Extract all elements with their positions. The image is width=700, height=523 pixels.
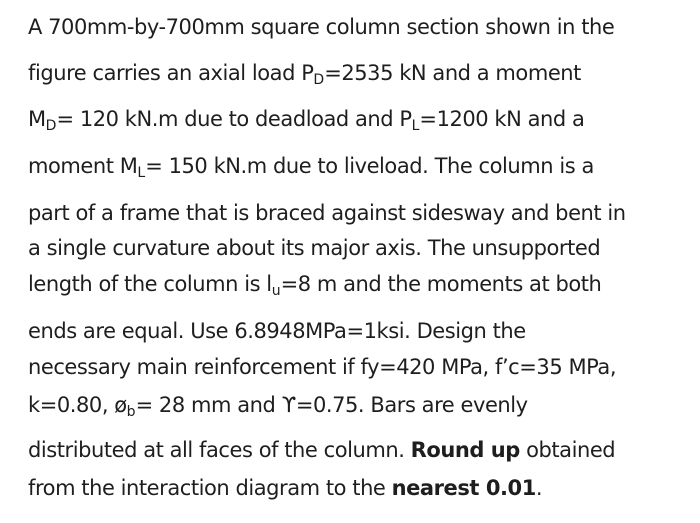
problem-line xyxy=(28,235,600,261)
emphasis: Round up xyxy=(410,438,520,462)
text-run: M xyxy=(28,107,46,131)
text-run: ends are equal. Use 6.8948MPa=1ksi. Design the xyxy=(28,319,526,343)
text-run: . xyxy=(535,476,543,500)
subscript: L xyxy=(137,165,146,181)
text-run: part of a frame that is braced against sidesway and bent in xyxy=(28,201,626,225)
text-run: = 150 kN.m due to liveload. The column is a xyxy=(145,154,594,178)
emphasis: nearest 0.01 xyxy=(391,476,536,500)
problem-line xyxy=(28,60,581,86)
text-run: distributed at all faces of the column. xyxy=(28,438,411,462)
text-run: obtained xyxy=(519,438,616,462)
problem-line xyxy=(28,200,626,226)
subscript: u xyxy=(271,283,281,299)
text-run: =1200 kN and a xyxy=(419,107,585,131)
problem-line xyxy=(28,318,526,344)
text-run: k=0.80, ø xyxy=(28,393,127,417)
problem-line xyxy=(28,475,542,501)
problem-line xyxy=(28,14,614,40)
text-run: length of the column is l xyxy=(28,272,272,296)
text-run: necessary main reinforcement if fy=420 MPa, f’c=35 MPa, xyxy=(28,355,617,379)
text-run: = 120 kN.m due to deadload and P xyxy=(56,107,412,131)
text-run: a single curvature about its major axis. The unsupported xyxy=(28,236,601,260)
text-run: =2535 kN and a moment xyxy=(324,61,581,85)
problem-line xyxy=(28,354,616,380)
subscript: D xyxy=(45,118,57,134)
text-run: moment M xyxy=(28,154,138,178)
problem-line xyxy=(28,437,615,463)
text-run: A 700mm-by-700mm square column section shown in the xyxy=(28,15,615,39)
subscript: b xyxy=(126,404,136,420)
problem-line xyxy=(28,106,584,132)
problem-line xyxy=(28,153,594,179)
subscript: D xyxy=(313,72,325,88)
text-run: from the interaction diagram to the xyxy=(28,476,392,500)
problem-line xyxy=(28,392,528,418)
problem-line xyxy=(28,271,601,297)
text-run: = 28 mm and ϒ=0.75. Bars are evenly xyxy=(135,393,528,417)
subscript: L xyxy=(411,118,420,134)
text-run: =8 m and the moments at both xyxy=(280,272,602,296)
text-run: figure carries an axial load P xyxy=(28,61,314,85)
